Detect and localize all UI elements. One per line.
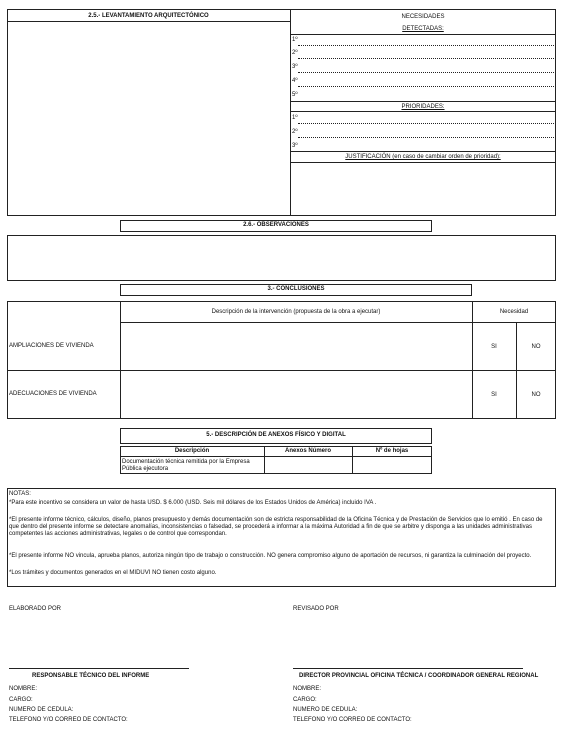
priority-item: 1º [292, 115, 298, 121]
col-need-header: Necesidad [499, 309, 529, 315]
adecuaciones-yes-option[interactable]: SI [491, 392, 497, 398]
need-line [298, 58, 556, 59]
responsable-title: RESPONSABLE TÉCNICO DEL INFORME [32, 673, 150, 679]
levantamiento-title: 2.5.- LEVANTAMIENTO ARQUITECTÓNICO [88, 13, 209, 19]
right-field-cargo: CARGO: [293, 697, 317, 703]
justification-top-rule [290, 151, 556, 152]
anexos-pages-field[interactable] [353, 457, 431, 473]
need-line [298, 72, 556, 73]
ampliaciones-yes-option[interactable]: SI [491, 344, 497, 350]
revisado-label: REVISADO POR [293, 606, 339, 612]
justification-area[interactable] [291, 163, 555, 215]
anexos-number-field[interactable] [265, 457, 351, 473]
need-item: 1º [292, 37, 298, 43]
right-field-contacto: TELEFONO Y/O CORREO DE CONTACTO: [293, 717, 412, 723]
revisado-signature-area[interactable] [293, 616, 523, 666]
needs-subtitle: DETECTADAS: [402, 26, 444, 32]
anexos-header-number: Anexos Número [284, 448, 331, 454]
anexos-header-pages: Nº de hojas [375, 448, 409, 454]
priority-item: 3º [292, 143, 298, 149]
needs-title: NECESIDADES [401, 14, 445, 20]
need-item: 2º [292, 50, 298, 56]
adecuaciones-description-field[interactable] [121, 371, 471, 418]
priority-line [298, 123, 556, 124]
ampliaciones-description-field[interactable] [121, 323, 471, 369]
revisado-signature-line [293, 668, 523, 669]
col-description-header: Descripción de la intervención (propuesta de la obra a ejecutar) [211, 309, 381, 315]
left-field-nombre: NOMBRE: [9, 686, 38, 692]
right-field-cedula: NUMERO DE CEDULA: [293, 707, 358, 713]
adecuaciones-no-option[interactable]: NO [531, 392, 541, 398]
note-item: *Los trámites y documentos generados en el MIDUVI NO tienen costo alguno. [9, 570, 217, 576]
note-item: *El presente informe NO vincula, aprueba planos, autoriza ningún tipo de trabajo o construcción. NO genera compromiso alguno de aportación de recursos, ni garantiza la culminación del proyecto. [9, 553, 532, 559]
left-field-cargo: CARGO: [9, 697, 33, 703]
observaciones-title: 2.6.- OBSERVACIONES [243, 222, 309, 228]
priority-line [298, 137, 556, 138]
note-item: *Para este incentivo se considera un valor de hasta USD. $ 6.000 (USD. Seis mil dólares de los Estados Unidos de América) incluido IVA . [9, 500, 377, 506]
anexos-header-description: Descripción [174, 448, 210, 454]
need-item: 4º [292, 78, 298, 84]
need-line [298, 45, 556, 46]
right-field-nombre: NOMBRE: [293, 686, 322, 692]
priorities-top-rule [290, 101, 556, 102]
row-label-ampliaciones: AMPLIACIONES DE VIVIENDA [9, 343, 94, 349]
ampliaciones-no-option[interactable]: NO [531, 344, 541, 350]
justification-title: JUSTIFICACIÓN (en caso de cambiar orden de prioridad): [345, 154, 501, 160]
elaborado-signature-area[interactable] [9, 616, 189, 666]
need-item: 5º [292, 92, 298, 98]
needs-title-rule [290, 34, 556, 35]
conclusiones-col-rule [472, 301, 473, 419]
elaborado-signature-line [9, 668, 189, 669]
need-item: 3º [292, 64, 298, 70]
need-line [298, 86, 556, 87]
anexos-row-description: Documentación técnica remitida por la Empresa Pública ejecutora [122, 459, 250, 472]
observaciones-box[interactable] [7, 235, 556, 281]
row-label-adecuaciones: ADECUACIONES DE VIVIENDA [9, 391, 97, 397]
priorities-title: PRIORIDADES: [401, 104, 445, 110]
levantamiento-drawing-area[interactable] [8, 22, 289, 215]
priorities-title-rule [290, 111, 556, 112]
priority-item: 2º [292, 129, 298, 135]
left-field-cedula: NUMERO DE CEDULA: [9, 707, 74, 713]
anexos-title: 5.- DESCRIPCIÓN DE ANEXOS FÍSICO Y DIGITAL [206, 432, 346, 438]
elaborado-label: ELABORADO POR [9, 606, 62, 612]
note-item: *El presente informe técnico, cálculos, diseño, planos presupuesto y demás documentación son de estricta responsabilidad de la Oficina Técnica y de Prestación de Servicios que lo emitió . En caso de que dentro del presente informe se detectare anomalías, inconsistencias o falsedad, se procederá a informar a la máxima Autoridad a fin de que se arbitre y disponga a las unidades administrativas competentes las acciones administrativas, legales o de control que correspondan. [9, 517, 543, 537]
left-field-contacto: TELEFONO Y/O CORREO DE CONTACTO: [9, 717, 128, 723]
notas-title: NOTAS: [9, 491, 31, 497]
conclusiones-title: 3.- CONCLUSIONES [267, 286, 325, 292]
director-title: DIRECTOR PROVINCIAL OFICINA TÉCNICA / COORDINADOR GENERAL REGIONAL [299, 673, 539, 679]
